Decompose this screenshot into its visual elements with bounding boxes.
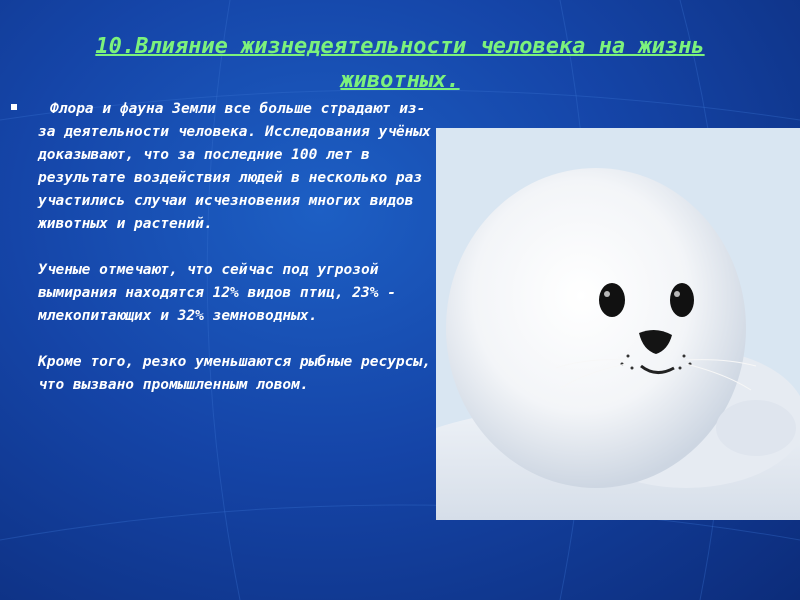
seal-pup-photo xyxy=(436,128,800,520)
slide-title: 10.Влияние жизнедеятельности человека на жизнь животных. xyxy=(95,34,705,93)
paragraph-1: Флора и фауна Земли все больше страдают из-за деятельности человека. Исследования учёных доказывают, что за последние 100 лет в результате воздействия людей в несколько раз участились случаи исчезновения многих видов животных и растений. xyxy=(38,101,431,232)
body-text xyxy=(38,98,438,420)
paragraph-2: Ученые отмечают, что сейчас под угрозой вымирания находятся 12% видов птиц, 23% - млекопитающих и 32% земноводных. xyxy=(38,262,396,324)
paragraph-3: Кроме того, резко уменьшаются рыбные ресурсы, что вызвано промышленным ловом. xyxy=(38,354,431,393)
bullet-marker xyxy=(11,104,17,110)
